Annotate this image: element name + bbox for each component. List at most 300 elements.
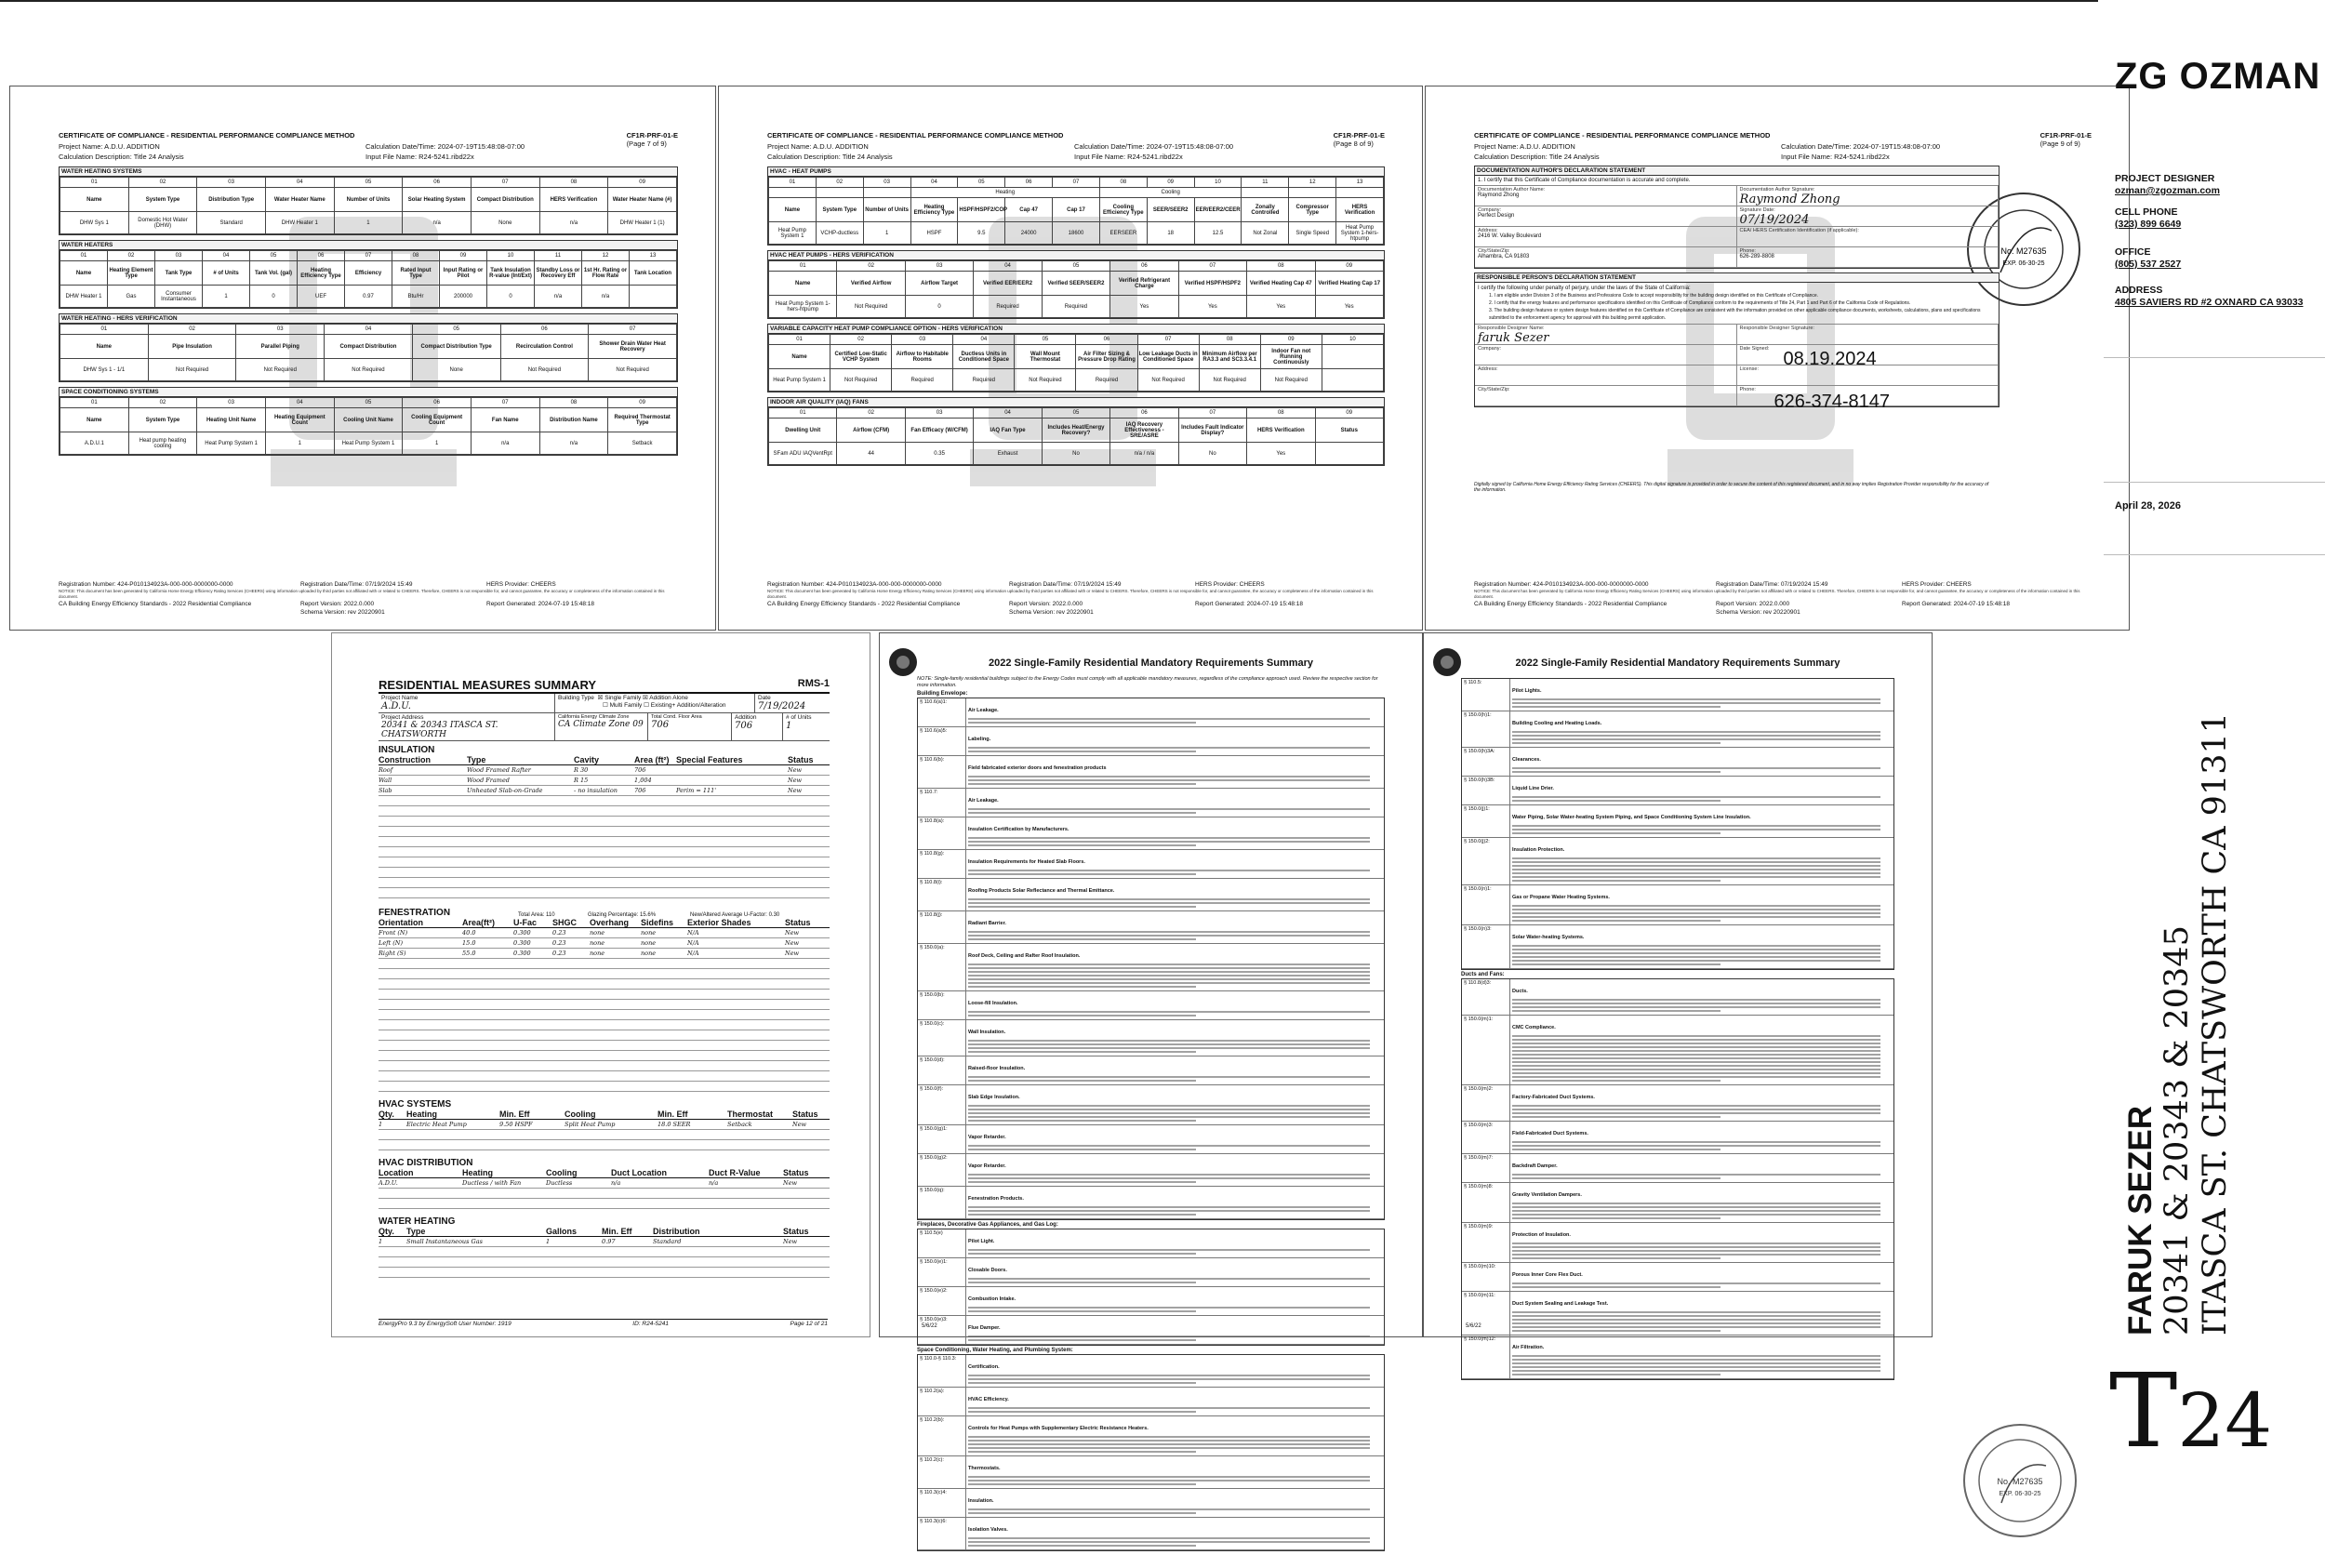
column-header: System Type [128,408,197,432]
text-line [1512,702,1880,704]
requirement-title: Roofing Products Solar Reflectance and Thermal Emittance. [968,888,1115,894]
table-cell: Yes [1110,296,1178,318]
heat-pumps-hers-verification [767,250,1385,319]
project-address-line-1: 20341 & 20343 & 20345 [2159,925,2196,1335]
column-number: 08 [1247,408,1315,419]
table-cell: Yes [1247,443,1315,465]
cell: none [590,929,605,937]
table-cell: Required [1042,296,1109,318]
column-header: Min. Eff [658,1110,688,1119]
column-header: Verified SEER/SEER2 [1042,272,1109,296]
table-cell: Consumer Instantaneous [155,286,203,308]
requirement-row [1462,1292,1893,1335]
column-number: 06 [403,398,472,408]
table-cell: Not Required [1137,369,1199,392]
column-header: Qty. [379,1227,394,1236]
requirement-row [918,727,1384,756]
requirement-section: § 150.0(m)3: [1462,1122,1510,1153]
table-cell: DHW Sys 1 - 1/1 [60,359,149,381]
requirement-text [1510,1183,1893,1222]
column-header: Status [788,755,814,764]
text-line [968,783,1196,785]
table-cell: 12.5 [1194,222,1242,245]
mandatory-requirements-page-1: 2022 Single-Family Residential Mandatory Requirements Summary NOTE: Single-family residential buildings subject to the Energy Codes must comply with all applicable mandatory measures, regardless of the compliance approach used. Review the respective section for more information. Building Envelope: § 110.6(a)1: Air Leakage. § 110.6(a)5: Labeling. § 110.6(b): Field fabricated exterior doors and fenestration products § 110.7: Air Leakage. § 110.8(a): Insulation Certification by Manufacturers. § 110.8(g): Insulation Requirements for Heated Slab Floors. § 110.8(i): Roofing Products Solar Reflectance and Thermal Emittance. § 110.8(j): Radiant Barrier. § 150.0(a): Roof Deck, Ceiling and Rafter Roof Insulation. § 150.0(b): Loose-fill Insulation. § 150.0(c): Wall Insulation. § 150.0(d): Raised-floor Insulation. § 150.0(f): Slab Edge Insulation. § 150.0(g)1: Vapor Retarder. § 150.0(g)2: Vapor Retarder. § 150.0(q): Fenestration Products. Fireplaces, Decorative Gas Appliances, and Gas Log: § 110.5(e) Pilot Light. § 150.0(e)1: Closable Doors. § 150.0(e)2: Combustion Intake. § 150.0(e)3: Flue Damper. Space Conditioning, Water Heating, and Plumbing System: § 110.0-§ 110.3: Certification. § 110.2(a): HVAC Efficiency. § 110.2(b): Controls for Heat Pumps with Supplementary Electric Resistance Heaters. § 110.2(c): Thermostats. § 110.3(c)4: Insulation. § 110.3(c)6: Isolation Valves. 5/6/22 [879,632,1423,1337]
mandatory-requirements-page-2: 2022 Single-Family Residential Mandatory Requirements Summary § 110.5: Pilot Lights. § 150.0(h)1: Building Cooling and Heating Loads. § 150.0(h)3A: Clearances. § 150.0(h)3B: Liquid Line Drier. § 150.0(j)1: Water Piping, Solar Water-heating System Piping, and Space Conditioning System Line Insulation. § 150.0(j)2: Insulation Protection. § 150.0(n)1: Gas or Propane Water Heating Systems. § 150.0(n)3: Solar Water-heating Systems. Ducts and Fans: § 110.8(d)3: Ducts. § 150.0(m)1: CMC Compliance. § 150.0(m)2: Factory-Fabricated Duct Systems. § 150.0(m)3: Field-Fabricated Duct Systems. § 150.0(m)7: Backdraft Damper. § 150.0(m)8: Gravity Ventilation Dampers. § 150.0(m)9: Protection of Insulation. § 150.0(m)10: Porous Inner Core Flex Duct. § 150.0(m)11: Duct System Sealing and Leakage Test. § 150.0(m)12: Air Filtration. 5/6/22 [1423,632,1933,1337]
text-line [1512,1370,1880,1372]
text-line [968,1375,1370,1376]
column-number: 01 [60,251,108,261]
requirement-title: Slab Edge Insulation. [968,1095,1020,1100]
issue-date: April 28, 2026 [2115,500,2181,512]
hvac-heat-pumps [767,166,1385,246]
text-line [968,1149,1196,1150]
space-conditioning-systems-table [60,397,677,455]
text-line [968,1011,1370,1013]
cell: Electric Heat Pump [406,1121,467,1128]
requirement-section: § 150.0(m)12: [1462,1335,1510,1378]
column-header: Tank Location [630,261,677,286]
column-numbers [769,178,1384,188]
text-line [968,906,1196,908]
requirement-text [1510,979,1893,1015]
table-cell: 1 [334,212,403,234]
requirement-section: § 150.0(m)9: [1462,1223,1510,1262]
column-header: SEER/SEER2 [1147,198,1194,222]
text-line [968,1407,1370,1409]
text-line [1512,1141,1880,1143]
text-line [1512,829,1880,831]
requirement-title: Labeling. [968,737,991,742]
text-line [1512,920,1720,922]
requirement-title: Loose-fill Insulation. [968,1001,1018,1006]
column-number: 03 [236,325,325,335]
table-row [60,286,677,308]
firm-logo: ZG OZMAN [2115,56,2321,97]
column-header: Dwelling Unit [769,419,837,443]
declaration-field [1475,186,1737,206]
fenestration-row [379,949,830,959]
text-line [1512,706,1720,708]
column-number: 03 [905,261,973,272]
field-label: Address: [1478,228,1498,233]
engineer-seal-icon [1960,1421,2079,1540]
text-line [1512,1362,1880,1364]
table-row [769,222,1384,245]
column-header: Sidefins [641,918,674,927]
field-label: City/State/Zip: [1478,248,1510,254]
column-header: HERS Verification [1247,419,1315,443]
cell: n/a [611,1179,621,1187]
text-line [1512,1105,1880,1107]
column-header: Cap 47 [1005,198,1053,222]
requirement-row [918,991,1384,1020]
cf1r-page-9 [1425,86,2130,631]
table-cell: Required [953,369,1015,392]
cell: 55.0 [462,950,476,957]
table-cell: n/a [539,432,608,455]
requirement-row [1462,748,1893,777]
text-line [1512,912,1880,914]
divider [2104,357,2325,358]
text-line [968,898,1370,900]
text-line [1512,825,1880,827]
text-line [1512,1006,1880,1008]
column-header: Recirculation Control [500,335,589,359]
declaration-field [1737,365,2000,386]
column-numbers [60,398,677,408]
cell: 0.300 [513,939,531,947]
fenestration-header [379,918,830,928]
column-number: 02 [837,261,905,272]
requirement-text [966,1287,1384,1315]
text-line [968,1476,1370,1478]
table-cell: 1 [863,222,910,245]
cell: New [788,777,803,784]
requirement-section: § 150.0(n)3: [1462,925,1510,968]
cell: 0.23 [552,939,566,947]
table-cell: n/a / n/a [1110,443,1178,465]
column-numbers [769,408,1384,419]
cell: Ductless / with Fan [462,1179,522,1187]
column-number: 12 [1289,178,1336,188]
cell: 1 [379,1238,383,1245]
requirement-text [1510,1263,1893,1291]
field-label: Address: [1478,366,1498,372]
text-line [968,1015,1196,1017]
mr-date: 5/6/22 [1466,1323,1481,1329]
owner-name: FARUK SEZER [2122,1106,2159,1335]
text-line [968,844,1196,846]
requirement-section: § 110.7: [918,789,966,817]
requirement-text [966,1355,1384,1387]
cell: 1 [379,1121,383,1128]
text-line [968,902,1370,904]
requirement-title: Solar Water-heating Systems. [1512,935,1585,940]
column-numbers [60,178,677,188]
table-cell: DHW Heater 1 [60,286,108,308]
requirement-text [966,991,1384,1019]
text-line [968,1051,1196,1053]
requirement-row [918,879,1384,911]
table-cell: Setback [608,432,677,455]
requirement-row [918,1287,1384,1316]
requirement-row [918,1489,1384,1518]
field-label: CEA/ HERS Certification Identification (if applicable): [1739,228,1859,233]
requirement-title: Isolation Valves. [968,1527,1008,1533]
seal-exp: EXP. 06-30-25 [1999,1491,2041,1497]
column-header: Ductless Units in Conditioned Space [953,345,1015,369]
field-label: Company: [1478,346,1502,352]
requirement-text [966,756,1384,788]
hvac-header [379,1110,830,1120]
text-line [968,1382,1196,1384]
requirement-section: § 110.2(a): [918,1388,966,1415]
text-line [968,1541,1370,1543]
text-line [1512,1322,1880,1324]
requirement-section: § 110.3(c)6: [918,1518,966,1549]
field-label: Responsible Designer Name: [1478,326,1545,331]
column-header: Airflow (CFM) [837,419,905,443]
table-cell: EERSEER [1099,222,1147,245]
text-line [1512,1206,1880,1208]
column-header: Status [783,1168,809,1177]
column-number: 05 [334,178,403,188]
cell: New [792,1121,807,1128]
requirement-row [1462,1122,1893,1154]
cell: Roof [379,766,393,774]
requirement-section: § 150.0(g)1: [918,1125,966,1153]
text-line [968,1120,1196,1122]
requirement-row [918,1355,1384,1388]
text-line [968,1483,1196,1485]
text-line [968,1210,1370,1212]
hvac-row [379,1120,830,1130]
column-header: Name [769,272,837,296]
column-header: EER/EER2/CEER [1194,198,1242,222]
water-heating-hers-verification-title: WATER HEATING - HERS VERIFICATION [60,314,677,324]
column-header: Parallel Piping [236,335,325,359]
requirement-text [1510,925,1893,968]
column-number: 02 [148,325,236,335]
column-header: Name [60,261,108,286]
requirement-title: Field-Fabricated Duct Systems. [1512,1131,1588,1136]
address-info: ADDRESS 4805 SAVIERS RD #2 OXNARD CA 93033 [2115,285,2304,308]
requirement-title: Fenestration Products. [968,1196,1024,1202]
column-number: 12 [582,251,630,261]
text-line [1512,1282,1880,1284]
text-line [1512,916,1880,918]
text-line [1512,1250,1880,1252]
text-line [1512,767,1880,769]
text-line [968,1447,1370,1449]
column-number: 08 [1247,261,1315,272]
text-line [1512,880,1720,882]
column-header: Efficiency [345,261,392,286]
text-line [1512,1076,1880,1078]
column-number: 04 [974,408,1042,419]
project-address-line-2: ITASCA ST. CHATSWORTH CA 91311 [2197,711,2234,1335]
cell: none [590,950,605,957]
cell: 15.0 [462,939,476,947]
insulation-header [379,755,830,765]
column-number: 07 [345,251,392,261]
cell: 1,004 [634,777,652,784]
text-line [1512,956,1880,958]
field-label: Documentation Author Name: [1478,187,1546,193]
text-line [1512,742,1720,744]
column-number: 05 [1015,335,1076,345]
column-number: 07 [471,398,539,408]
table-row [60,432,677,455]
group-cell [816,188,863,198]
insulation-section-title: INSULATION [379,745,435,755]
column-number: 01 [769,335,830,345]
text-line [968,870,1370,871]
requirement-text [1510,777,1893,804]
field-label: Responsible Designer Signature: [1739,326,1814,331]
water-heating-row [379,1237,830,1247]
column-number: 06 [403,178,472,188]
declaration-field [1737,386,2000,412]
table-cell: 1 [265,432,334,455]
cf-footer: Registration Number: 424-P010134923A-000-000-0000000-0000 Registration Date/Time: 07/19/2024 15:49 HERS Provider: CHEERS NOTICE: This document has been generated by California Home Energy Efficiency Rating Services (CHEERS) using information uploaded by third parties not affiliated with or related to CHEERS. Therefore, CHEERS is not responsible for, and cannot guarantee, the accuracy or completeness of the information contained in this document. CA Building Energy Efficiency Standards - 2022 Residential Compliance Report Version: 2022.0.000 Report Generated: 2024-07-19 15:48:18 Schema Version: rev 20220901 [59,581,665,616]
rms-footer: EnergyPro 9.3 by EnergySoft User Number: 1919 ID: R24-5241 Page 12 of 21 [379,1321,828,1327]
text-line [968,718,1370,720]
requirement-row [918,1125,1384,1154]
requirement-row [918,1085,1384,1125]
vchp-hers-verification [767,324,1385,392]
table-cell: Exhaust [974,443,1042,465]
text-line [1512,952,1880,954]
table-cell: DHW Sys 1 [60,212,129,234]
cf-footer: Registration Number: 424-P010134923A-000-000-0000000-0000 Registration Date/Time: 07/19/2024 15:49 HERS Provider: CHEERS NOTICE: This document has been generated by California Home Energy Efficiency Rating Services (CHEERS) using information uploaded by third parties not affiliated with or related to CHEERS. Therefore, CHEERS is not responsible for, and cannot guarantee, the accuracy or completeness of the information contained in this document. CA Building Energy Efficiency Standards - 2022 Residential Compliance Report Version: 2022.0.000 Report Generated: 2024-07-19 15:48:18 Schema Version: rev 20220901 [1474,581,2080,616]
column-header: Name [60,335,149,359]
table-cell: n/a [539,212,608,234]
requirement-section: § 110.8(j): [918,911,966,943]
energy-commission-logo-icon [889,648,917,676]
table-cell: 1 [403,432,472,455]
requirement-row [1462,1016,1893,1085]
requirement-title: Roof Deck, Ceiling and Rafter Roof Insulation. [968,953,1081,959]
text-line [1512,1217,1720,1219]
requirement-title: Vapor Retarder. [968,1135,1006,1140]
column-number: 04 [910,178,958,188]
text-line [1512,800,1720,802]
iaq-fans-title: INDOOR AIR QUALITY (IAQ) FANS [768,398,1384,407]
text-line [1512,1319,1880,1321]
column-header: Compact Distribution [471,188,539,212]
column-number: 08 [1099,178,1147,188]
table-cell: 9.5 [958,222,1005,245]
mr-title: 2022 Single-Family Residential Mandatory Requirements Summary [1515,658,1840,669]
column-header: Minimum Airflow per RA3.3 and SC3.3.4.1 [1199,345,1260,369]
cell: Small Instantaneous Gas [406,1238,483,1245]
mr-date: 5/6/22 [922,1323,937,1329]
cell: 706 [634,787,646,794]
column-header: Solar Heating System [403,188,472,212]
requirement-title: Raised-floor Insulation. [968,1066,1026,1071]
field-label: City/State/Zip: [1478,387,1510,392]
text-line [1512,1242,1880,1244]
cf-meta: Project Name: A.D.U. ADDITION Calculation Date/Time: 2024-07-19T15:48:08-07:00 Calculation Description: Title 24 Analysis Input File Name: R24-5241.ribd22x [1474,142,1941,161]
requirement-section: § 110.2(c): [918,1456,966,1488]
text-line [1512,861,1880,863]
text-line [1512,963,1720,965]
cell: New [783,1179,798,1187]
requirement-text [966,789,1384,817]
table-cell: 18 [1147,222,1194,245]
water-heaters-title: WATER HEATERS [60,241,677,250]
column-header: Distribution Type [197,188,266,212]
group-cell [1242,188,1289,198]
column-number: 06 [1110,408,1178,419]
table-cell: DHW Heater 1 (1) [608,212,677,234]
cell: New [785,950,800,957]
column-header: IAQ Recovery Effectiveness - SRE/ASRE [1110,419,1178,443]
declaration-field [1475,247,1737,268]
column-header: Zonally Controlled [1242,198,1289,222]
column-header: Cap 17 [1053,198,1100,222]
water-heaters-table [60,250,677,308]
text-line [1512,1210,1880,1212]
column-header: HERS Verification [539,188,608,212]
table-cell: Required [892,369,953,392]
requirement-title: CMC Compliance. [1512,1025,1556,1030]
column-header: Cooling Unit Name [334,408,403,432]
cf-title: CERTIFICATE OF COMPLIANCE - RESIDENTIAL PERFORMANCE COMPLIANCE METHOD [1474,131,1771,140]
table-cell: Heat Pump System 1 [769,369,830,392]
column-numbers [769,261,1384,272]
text-line [1512,869,1880,870]
water-heating-systems-title: WATER HEATING SYSTEMS [60,167,677,177]
column-header: Verified Heating Cap 17 [1315,272,1384,296]
text-line [968,1177,1370,1179]
text-line [1512,1080,1720,1082]
hvac-heat-pumps-table [768,177,1384,245]
cell: R 15 [574,777,589,784]
table-cell: Heat Pump System 1-hers-htpump [769,296,837,318]
column-number: 04 [953,335,1015,345]
column-header: Number of Units [334,188,403,212]
requirement-title: Insulation Protection. [1512,847,1565,853]
column-number: 04 [974,261,1042,272]
field-value: 07/19/2024 [1739,213,1810,227]
text-line [1512,698,1880,700]
requirement-title: Ducts. [1512,989,1528,994]
cf-title: CERTIFICATE OF COMPLIANCE - RESIDENTIAL PERFORMANCE COMPLIANCE METHOD [767,131,1064,140]
cell: 0.23 [552,929,566,937]
requirement-title: Radiant Barrier. [968,921,1006,926]
cell: 40.0 [462,929,476,937]
requirement-row [918,756,1384,789]
field-value: Raymond Zhong [1739,193,1840,206]
requirement-section: § 150.0(m)10: [1462,1263,1510,1291]
cell: - no insulation [574,787,618,794]
text-line [1512,865,1880,867]
table-cell: Heat pump heating cooling [128,432,197,455]
field-value: 626-374-8147 [1774,392,1891,412]
column-header: Gallons [546,1227,578,1236]
requirement-title: Air Filtration. [1512,1345,1545,1350]
cell: Right (S) [379,950,406,957]
column-header: Overhang [590,918,630,927]
requirement-section: § 110.6(a)5: [918,727,966,755]
text-line [1512,1065,1880,1067]
seal-exp: EXP. 06-30-25 [2002,260,2045,267]
column-number: 04 [203,251,250,261]
cell: 0.23 [552,950,566,957]
column-header: Rated Input Type [392,261,440,286]
cell: Wall [379,777,392,784]
column-header: Name [769,345,830,369]
column-number: 06 [298,251,345,261]
requirement-text [1510,805,1893,837]
requirement-text [966,944,1384,990]
column-number: 05 [958,178,1005,188]
text-line [968,1105,1370,1107]
column-header: Min. Eff [499,1110,530,1119]
field-value: Raymond Zhong [1478,193,1520,198]
column-numbers [60,325,677,335]
text-line [1512,771,1720,773]
column-number: 08 [539,178,608,188]
column-headers [769,272,1384,296]
column-header: Thermostat [727,1110,774,1119]
column-header: Cooling Equipment Count [403,408,472,432]
table-cell: No [1042,443,1109,465]
requirement-row [1462,679,1893,711]
requirement-title: Clearances. [1512,757,1541,763]
